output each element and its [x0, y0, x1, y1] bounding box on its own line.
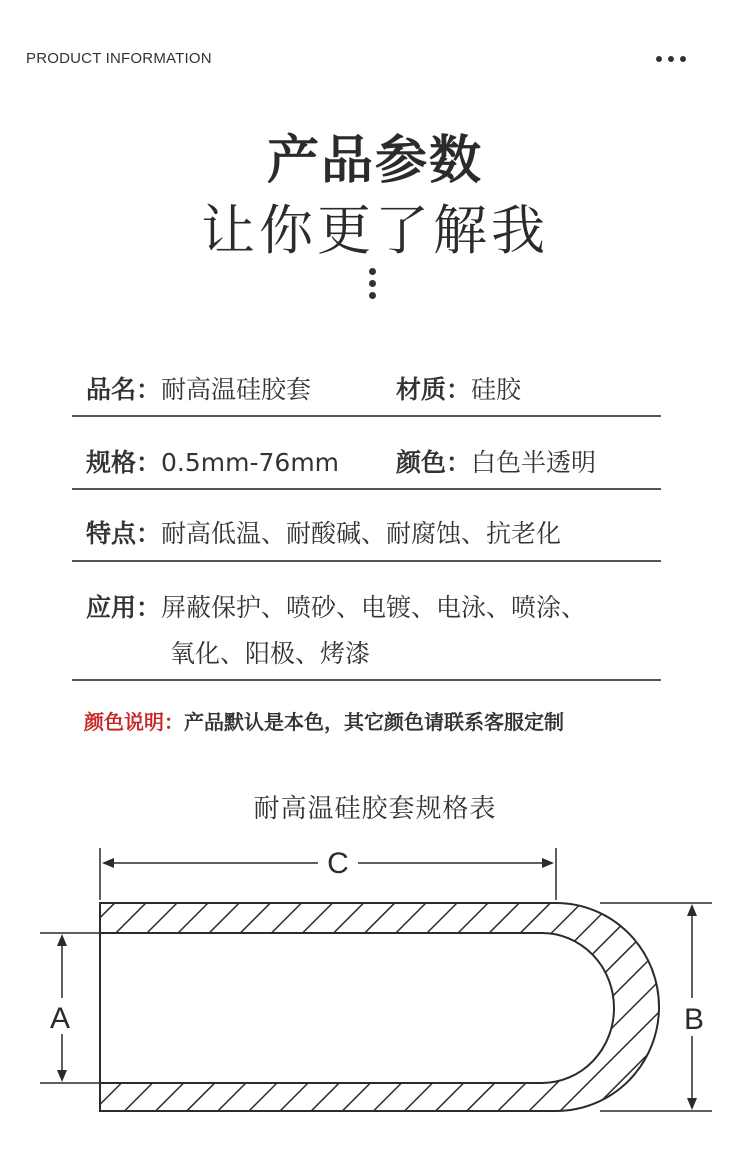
spec-value: 耐高温硅胶套 [161, 375, 312, 404]
diagram-title: 耐高温硅胶套规格表 [253, 794, 497, 824]
more-vertical-icon [369, 268, 376, 304]
color-note [84, 706, 564, 735]
spec-row-color [396, 443, 596, 479]
spec-value: 氧化、阳极、烤漆 [170, 639, 371, 668]
spec-key: 规格： [86, 448, 162, 477]
page-subtitle: 让你更了解我 [201, 199, 549, 262]
spec-value: 耐高低温、耐酸碱、耐腐蚀、抗老化 [161, 519, 562, 548]
dimension-b-label: B [683, 1003, 705, 1036]
spec-value: 白色半透明 [471, 448, 597, 477]
spec-row-size [86, 443, 339, 479]
more-horizontal-icon[interactable] [656, 56, 686, 62]
spec-key: 颜色： [396, 448, 472, 477]
spec-key: 应用： [86, 593, 162, 622]
divider [72, 679, 661, 681]
spec-key: 材质： [396, 375, 472, 404]
section-header-label: PRODUCT INFORMATION [26, 50, 212, 67]
spec-row-material [396, 370, 521, 406]
spec-row-features [86, 514, 561, 550]
spec-key: 品名： [86, 375, 162, 404]
spec-value: 屏蔽保护、喷砂、电镀、电泳、喷涂、 [161, 593, 587, 622]
divider [72, 488, 661, 490]
sleeve-spec-diagram [0, 830, 750, 1140]
divider [72, 415, 661, 417]
page-title: 产品参数 [266, 131, 483, 191]
spec-row-application [86, 588, 586, 624]
spec-row-application-continued [170, 634, 370, 670]
dimension-a-label: A [49, 1002, 71, 1035]
spec-row-name [86, 370, 311, 406]
spec-key: 特点： [86, 519, 162, 548]
sleeve-wall [100, 903, 659, 1111]
dimension-c-label: C [327, 847, 349, 880]
spec-value: 0.5mm-76mm [161, 448, 340, 477]
note-key: 颜色说明： [84, 710, 184, 734]
note-value: 产品默认是本色，其它颜色请联系客服定制 [184, 710, 564, 734]
divider [72, 560, 661, 562]
spec-value: 硅胶 [471, 375, 522, 404]
